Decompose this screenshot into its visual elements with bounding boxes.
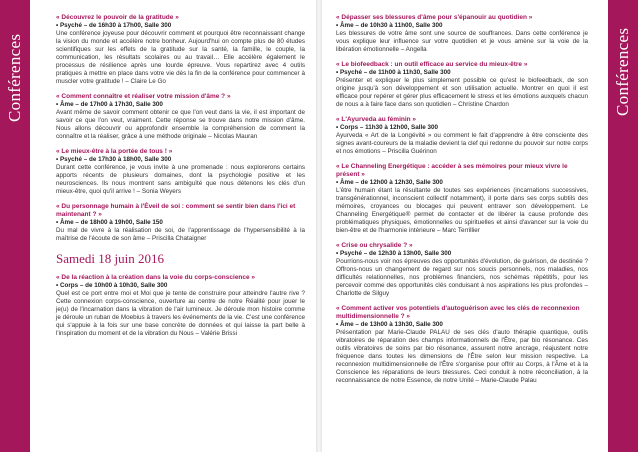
entry-meta: • Âme – de 17h00 à 17h30, Salle 300 <box>56 101 163 108</box>
conference-entry <box>56 148 305 196</box>
entry-title: « L'Ayurveda au féminin » <box>336 116 417 123</box>
entry-text: Présentation par Marie-Claude PALAU de ses clés d'auto thérapie quantique, outils vibratoires de réparation des champs informationnels de l'Être, par bio résonance. Ces outils vibratoires de soins par bio résonance, assurent notre ancrage, réajustent notre fréquence dans toutes les dimensions de l'Être selon leur mission respective. La reconnexion multidimensionnelle de l'Être s'organise pour offrir au Corps, à l'Âme et à la Conscience les réparations de leurs blessures. Ceci conduit à notre réconciliation, à la reconnaissance de notre Essence, de notre Unité – Marie-Claude Palau <box>336 329 588 384</box>
left-column <box>56 14 305 345</box>
entry-title: « Découvrez le pouvoir de la gratitude » <box>56 14 179 21</box>
entry-meta: • Âme – de 10h30 à 11h00, Salle 300 <box>336 22 443 29</box>
entry-title: « Dépasser ses blessures d'âme pour s'épanouir au quotidien » <box>336 14 533 21</box>
page-gutter <box>316 0 322 452</box>
entry-title: « Du personnage humain à l'Éveil de soi : comment se sentir bien dans l'ici et maintenant ? » <box>56 203 296 218</box>
entry-text: Les blessures de votre âme sont une source de souffrances. Dans cette conférence je vous explique leur influence sur votre quotidien et je vous amène sur la voie de la libération émotionnelle – Angella <box>336 30 588 53</box>
entry-meta: • Psyché – de 11h00 à 11h30, Salle 300 <box>336 69 451 76</box>
entry-text: L'être humain étant la résultante de toutes ses expériences (incarnations successives, transgénérationnel, inconscient collectif notamment), il porte dans ses corps subtils des mémoires, croyances ou blocages qui peuvent entraver son développement. Le Channeling Energétique® permet de contacter et de libérer la cause profonde des problématiques physiques, émotionnelles ou spirituelles et ainsi d'avancer sur la voie du bien-être et de l'harmonie intérieure – Marc Terrillier <box>336 187 588 234</box>
entry-title: « De la réaction à la création dans la voie du corps-conscience » <box>56 274 256 281</box>
entry-text: Présenter et expliquer le plus simplement possible ce qu'est le biofeedback, de son origine jusqu'à son développement et son utilisation actuelle. Montrer en quoi il est efficace pour repérer et gérer plus efficacement le stress et les émotions auxquels chacun de nous a à faire face dans son quotidien – Christine Chardon <box>336 77 588 108</box>
entry-title: « Le Channeling Energétique : accéder à ses mémoires pour mieux vivre le présent » <box>336 163 568 178</box>
side-tab-label: Conférences <box>613 27 632 117</box>
entry-text: Quel est ce port entre moi et Moi que je tente de construire pour atteindre l'autre rive ? Cette connexion corps-conscience, ouverture au centre de notre Réalité pour jouer le je(u) de l'incarnation dans la vibration de l'air lumineux. Je déroule mon histoire comme je déroule un ruban de Moebius à travers les événements de la vie. C'est une conférence qui s'appuie à la fois sur une base concrète de données et qui laisse la part belle à l'inspiration du moment et de la vibration du Nous – Valérie Brissi <box>56 290 305 337</box>
entry-title: « Le biofeedback : un outil efficace au service du mieux-être » <box>336 61 528 68</box>
entry-text: Durant cette conférence, je vous invite à une promenade : nous explorerons certains apports récents de plusieurs domaines, dont la psychologie positive et les neurosciences. Ils nous montrent sans ambiguïté que nous détenons les clés d'un mieux-être, quoi qu'il arrive ! – Sonia Weyers <box>56 164 305 195</box>
entry-meta: • Corps – de 10h00 à 10h30, Salle 300 <box>56 282 168 289</box>
entry-meta: • Psyché – de 16h30 à 17h00, Salle 300 <box>56 22 172 29</box>
entry-title: « Comment activer vos potentiels d'autoguérison avec les clés de reconnexion multidimensionnelle ? » <box>336 305 580 320</box>
entry-meta: • Âme – de 18h00 à 19h00, Salle 150 <box>56 219 163 226</box>
conference-entry <box>56 274 305 338</box>
right-column <box>336 14 588 392</box>
side-tab-left <box>0 0 30 452</box>
entry-meta: • Âme – de 12h00 à 12h30, Salle 300 <box>336 179 443 186</box>
entry-meta: • Psyché – de 17h30 à 18h00, Salle 300 <box>56 156 172 163</box>
entry-meta: • Psyché – de 12h30 à 13h00, Salle 300 <box>336 250 452 257</box>
entry-text: Une conférence joyeuse pour découvrir comment et pourquoi être reconnaissant change la vision du monde et accélère notre bonheur. Aujourd'hui on compte plus de 80 études scientifiques sur les effets de la gratitude sur la santé, la famille, le couple, la communication, les résultats scolaires ou au travail… Elle accélère également le processus de résilience après une lourde épreuve. Vous repartirez avec 4 outils pratiques à mettre en place dans votre vie dès la fin de la conférence pour commencer à muscler votre gratitude ! – Claire Le Go <box>56 30 305 85</box>
entry-text: Avant même de savoir comment obtenir ce que l'on veut dans la vie, il est important de savoir ce que l'on veut, vraiment. Cette réponse se trouve dans notre mission d'âme. Nous allons découvrir ou approfondir ensemble la compréhension de comment la connaître et la réaliser, grâce à une méthode originale – Nicolas Mauran <box>56 109 305 140</box>
entry-title: « Comment connaître et réaliser votre mission d'âme ? » <box>56 93 231 100</box>
conference-entry <box>56 203 305 243</box>
conference-entry <box>336 163 588 235</box>
side-tab-label: Conférences <box>5 33 24 123</box>
conference-entry <box>336 116 588 156</box>
entry-title: « Le mieux-être à la portée de tous ! » <box>56 148 173 155</box>
conference-entry <box>336 242 588 298</box>
entry-text: Ayurveda « Art de la Longévité » ou comment le fait d'apprendre à être consciente des signes avant-coureurs de la maladie devient la clef qui redonne du pouvoir sur notre corps et nos émotions – Priscilla Guérinon <box>336 132 588 155</box>
entry-title: « Crise ou chrysalide ? » <box>336 242 413 249</box>
conference-entry <box>56 14 305 86</box>
entry-meta: • Âme – de 13h00 à 13h30, Salle 300 <box>336 321 443 328</box>
conference-entry <box>56 93 305 141</box>
date-heading: Samedi 18 juin 2016 <box>56 251 164 266</box>
entry-text: Pourrions-nous voir nos épreuves des opportunités d'évolution, de guérison, de destinée ? Offrons-nous un changement de regard sur nos soucis personnels, nos maladies, nos difficultés relationnelles, nos problèmes financiers, nos schémas répétitifs, pour les percevoir comme des opportunités clés conduisant à nos aspirations les plus profondes – Charlotte de Silguy <box>336 258 588 297</box>
side-tab-right <box>608 0 638 452</box>
entry-meta: • Corps – 11h30 à 12h00, Salle 300 <box>336 124 438 131</box>
conference-entry <box>336 61 588 109</box>
conference-entry <box>336 14 588 54</box>
entry-text: Du mal de vivre à la réalisation de soi, de l'apprentissage de l'hypersensibilité à la maîtrise de l'écoute de son âme – Priscilla Chataigner <box>56 227 305 242</box>
conference-entry <box>336 305 588 385</box>
